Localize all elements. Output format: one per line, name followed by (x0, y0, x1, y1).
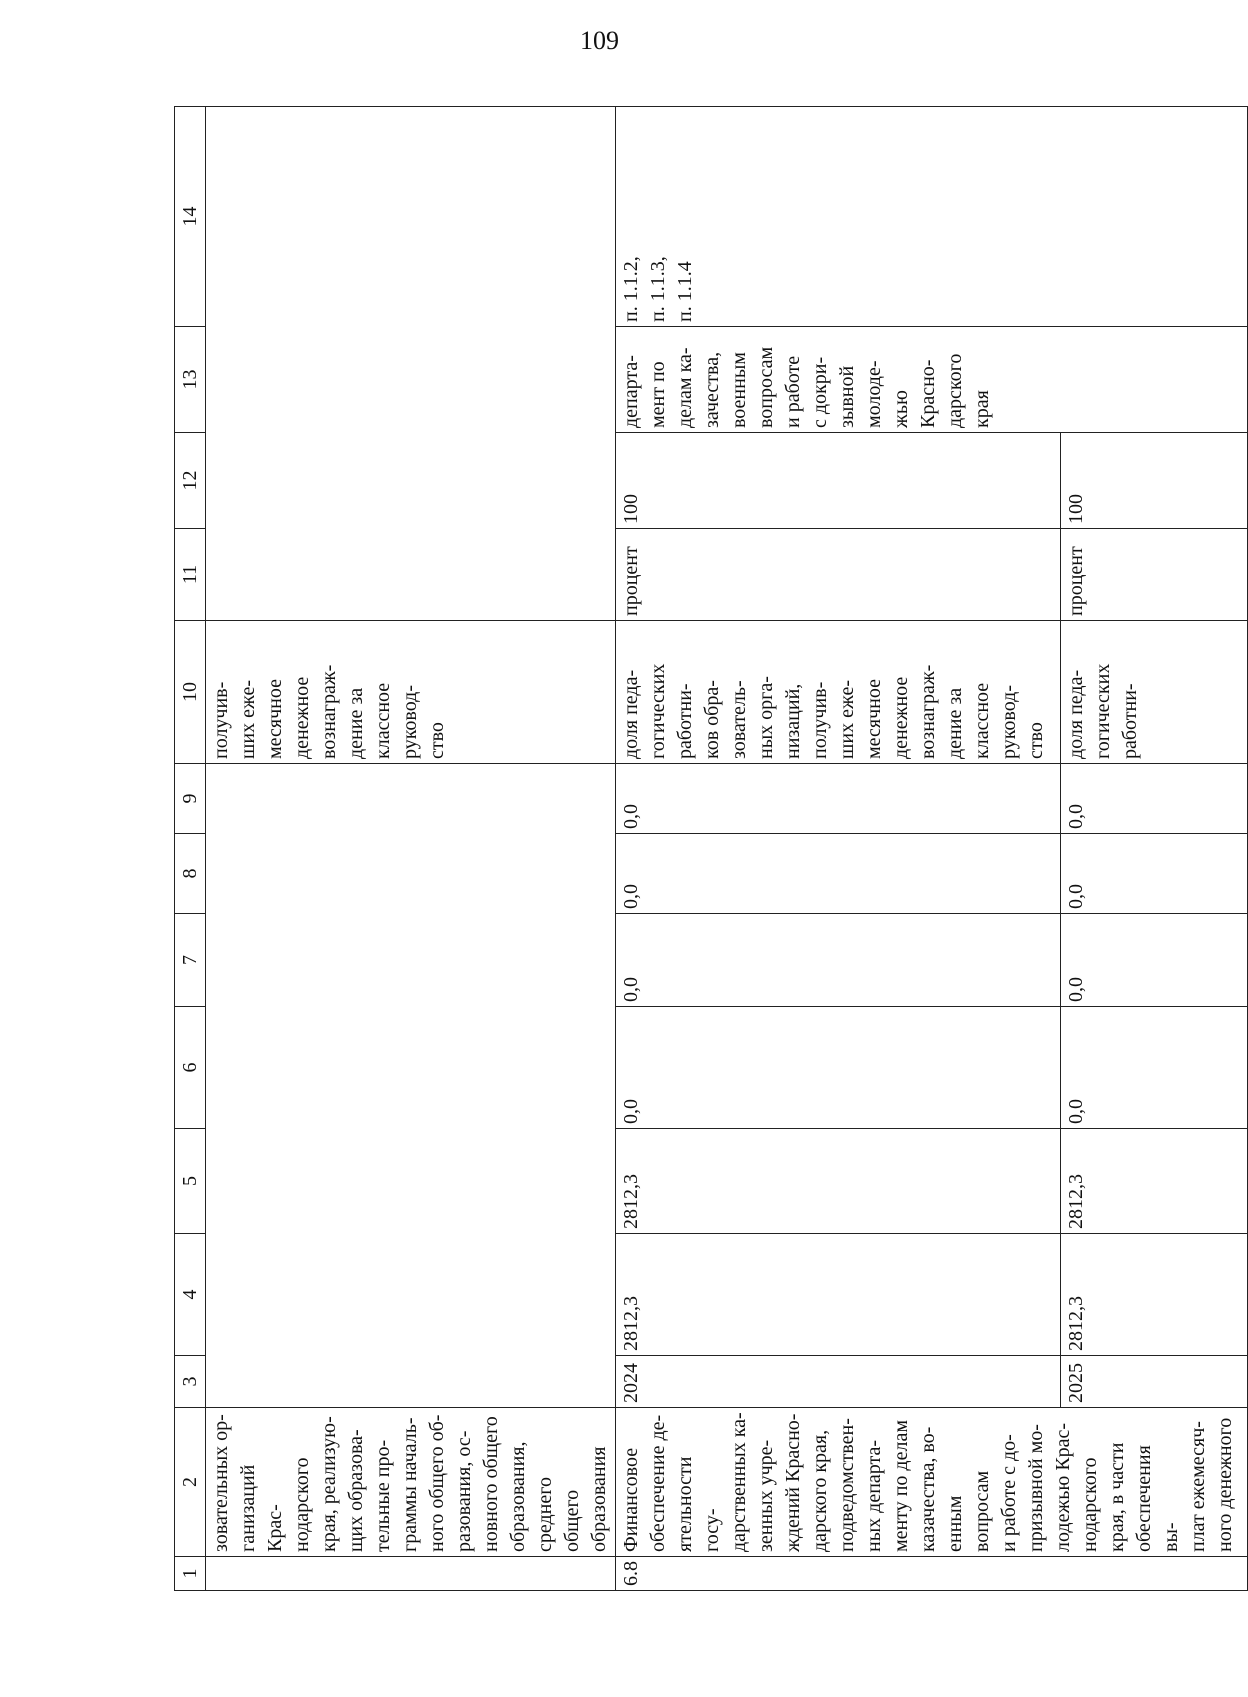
cell-value: 0,0 (616, 834, 1061, 914)
cell-value: 0,0 (616, 764, 1061, 834)
column-number: 7 (175, 914, 206, 1007)
program-table (174, 106, 1248, 1591)
column-number: 8 (175, 834, 206, 914)
table-row-item-6-8-2024 (616, 107, 1061, 1591)
cell-value: 2812,3 (616, 1234, 1061, 1356)
cell-value: 0,0 (616, 914, 1061, 1007)
cell-year: 2025 (1061, 1356, 1248, 1408)
page-number: 109 (580, 26, 619, 55)
cell-target-value: 100 (1061, 433, 1248, 529)
cell-item-number: 6.8 (616, 1557, 1248, 1591)
cell-description: Финансовое обеспечение де- ятельности госу- дарственных ка- зенных учре- ждений Красно- дарского края, подведомствен- ных департа- менту по делам казачества, во- енным вопросам и работе с до- призывной мо- лодежью Крас- нодарского края, в части обеспечения вы- плат ежемесяч- ного денежного (616, 1408, 1248, 1557)
cell-col1 (206, 1557, 616, 1591)
column-number: 12 (175, 433, 206, 529)
cell-year: 2024 (616, 1356, 1061, 1408)
cell-indicator: доля педа- гогических работни- (1061, 621, 1248, 764)
cell-description: зовательных ор- ганизаций Крас- нодарского края, реализую- щих образова- тельные про- граммы началь- ного общего об- разования, ос- новного общего образования, среднего общего образования (206, 1408, 616, 1557)
column-number: 13 (175, 327, 206, 433)
column-number: 3 (175, 1356, 206, 1408)
cell-target-value: 100 (616, 433, 1061, 529)
cell-unit: процент (616, 529, 1061, 621)
rotated-table-wrapper (174, 107, 1236, 1591)
cell-value: 2812,3 (1061, 1234, 1248, 1356)
cell-indicator: получив- ших еже- месячное денежное вознаграж- дение за классное руковод- ство (206, 621, 616, 764)
column-number: 11 (175, 529, 206, 621)
cell-value: 0,0 (1061, 1007, 1248, 1129)
cell-indicator: доля педа- гогических работни- ков обра- зователь- ных орга- низаций, получив- ших еже- месячное денежное вознаграж- дение за классное руковод- ство (616, 621, 1061, 764)
cell-reference: п. 1.1.2, п. 1.1.3, п. 1.1.4 (616, 107, 1248, 327)
column-number: 2 (175, 1408, 206, 1557)
column-number: 9 (175, 764, 206, 834)
cell-value: 2812,3 (1061, 1129, 1248, 1234)
column-number-row (175, 107, 206, 1591)
column-number: 6 (175, 1007, 206, 1129)
table-row-continuation (206, 107, 616, 1591)
column-number: 14 (175, 107, 206, 327)
column-number: 1 (175, 1557, 206, 1591)
cell-empty-span (206, 764, 616, 1408)
cell-unit: процент (1061, 529, 1248, 621)
cell-value: 2812,3 (616, 1129, 1061, 1234)
column-number: 4 (175, 1234, 206, 1356)
cell-value: 0,0 (1061, 764, 1248, 834)
cell-value: 0,0 (1061, 834, 1248, 914)
cell-value: 0,0 (616, 1007, 1061, 1129)
column-number: 10 (175, 621, 206, 764)
column-number: 5 (175, 1129, 206, 1234)
cell-responsible: департа- мент по делам ка- зачества, военным вопросам и работе с докри- зывной молоде- жью Красно- дарского края (616, 327, 1248, 433)
cell-value: 0,0 (1061, 914, 1248, 1007)
cell-empty-span (206, 107, 616, 621)
